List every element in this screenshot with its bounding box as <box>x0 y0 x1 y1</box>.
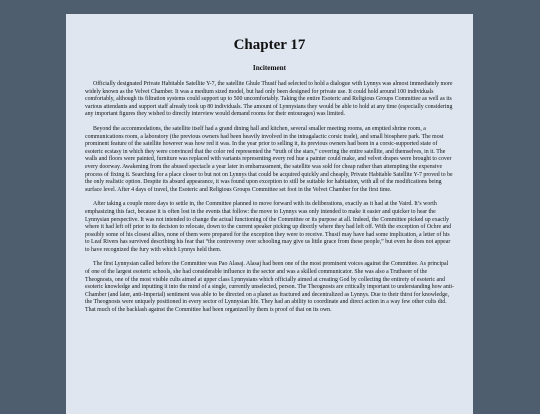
paragraph-1: Officially designated Private Habitable Satellite Y-7, the satellite Ghule Thusif had selected to hold a dialogue with Lynnys was almost immediately more widely known as the Velvet Chamber. It was a medium sized model, but had only been designed for private use. It could hold around 100 individuals comfortably, although its filtration systems could support up to 500 uncomfortably. Taking the entire Esoteric and Religious Groups Committee as well as its various attendants and support staff already took up 80 individuals. The amount of Lynnysians they would be able to hold at any time (especially considering any important figures they wished to directly interview would demand rooms for their entourages) was limited. <box>85 81 453 118</box>
section-title: Incitement <box>252 64 287 72</box>
paragraph-4: The first Lynnysian called before the Committee was Pao Alasaj. Alasaj had been one of the most prominent voices against the Committee. As principal of one of the largest esoteric schools, she had considerable influence in the sector and was a skilled communicator. She was also a Truthseer of the Theognosts, one of the most visible cults aimed at upper class Lynnysians which officially aimed at creating God by collecting the entirety of esoteric and esoteric knowledge and inputting it into the mind of a single, currently unselected, person. The Theognosts are critically important to understanding how anti-Chamber (and later, anti-Imperial) sentiment was able to be directed on a planet as fractured and decentralized as Lynnys. Due to their thirst for knowledge, the Theognosts were uniquely positioned in every sector of Lynnysian life. They had an ability to coordinate and direct action in a way few other cults did. That much of the backlash against the Committee had been organized by them is proof of that on its own. <box>85 261 454 314</box>
paragraph-2: Beyond the accommodations, the satellite itself had a grand dining hall and kitchen, several smaller meeting rooms, an emptied shrine room, a communications room, a laboratory (the previous owners had been heavily involved in the intragalactic corsic trade), and small biosphere park. The most prominent feature of the satellite however was how red it was. In the year prior to selling it, its previous owners had been in a corsic-supported state of esoteric ecstasy in which they were convinced that the color red represented the “truth of the stars,” covering the entire satellite, and themselves, in it. The walls and floors were painted, furniture was replaced with variants representing every red hue a painter could make, and velvet drapes were brought to cover every doorway. Awakening from the abused spectacle a year later in embarrassment, the satellite was sold for cheap rather than attempting the expensive process of fixing it. Searching for a place closer to but not on Lynnys that could be acquired quickly and cheaply, Private Habitable Satellite Y-7 proved to be the only realistic option. Despite its absurd appearance, it was found upon exception to still be suitable for habitation, with all of the modifications being surface level. After 4 days of travel, the Esoteric and Religious Groups Committee set foot in the Velvet Chamber for the first time. <box>85 125 453 193</box>
chapter-title: Chapter 17 <box>233 37 306 53</box>
document-page <box>66 14 473 414</box>
paragraph-3: After taking a couple more days to settle in, the Committee planned to move forward with its deliberations, exactly as it had at the Vaird. It’s worth emphasizing this fact, because it is often lost in the events that follow: the move to Lynnys was only intended to make it easier and quicker to hear the Lynnysian perspective. It was not intended to change the actual functioning of the Committee or its purpose at all. Indeed, the Committee picked up exactly where it had left off prior to its decision to relocate, down to the current speaker picking up directly where they had left off. With the exception of Ochre and possibly some of his closest allies, none of them were prepared for the exception they were to receive. Thusif may have had some implication, a letter of his to Leaf Rivers has survived describing his fear that “the controversy over schooling may give us little grace from these people,” but even he does not appear to have recognized the fury with which Lynnys held them. <box>85 201 452 253</box>
